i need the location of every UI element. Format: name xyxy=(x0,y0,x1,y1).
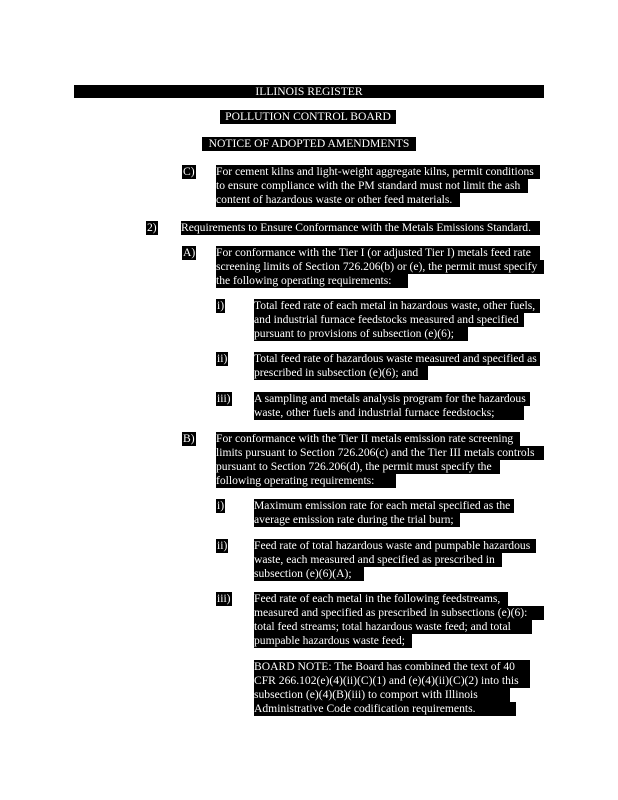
item-b-iii-line: pumpable hazardous waste feed; xyxy=(254,634,412,648)
item-a-iii-line: A sampling and metals analysis program for the hazardous xyxy=(254,392,530,406)
item-b-iii-line: total feed streams; total hazardous waste feed; and total xyxy=(254,620,532,634)
item-b-line: pursuant to Section 726.206(d), the permit must specify the xyxy=(216,460,500,474)
item-b-line: limits pursuant to Section 726.206(c) and the Tier III metals controls xyxy=(216,446,544,460)
item-2-text: Requirements to Ensure Conformance with the Metals Emissions Standard. xyxy=(181,221,540,235)
item-b-ii-line: Feed rate of total hazardous waste and pumpable hazardous xyxy=(254,539,536,553)
item-b-ii-line: waste, each measured and specified as prescribed in xyxy=(254,553,502,567)
item-b-label: B) xyxy=(183,432,195,445)
item-c-label: C) xyxy=(183,165,195,178)
item-2-label: 2) xyxy=(147,221,157,234)
item-a-line: screening limits of Section 726.206(b) or (e), the permit must specify xyxy=(216,260,544,274)
item-a-iii-label: iii) xyxy=(217,392,231,405)
item-b-line: following operating requirements: xyxy=(216,474,396,488)
item-a-line: For conformance with the Tier I (or adjusted Tier I) metals feed rate xyxy=(216,246,540,260)
item-b-i-line: Maximum emission rate for each metal specified as the xyxy=(254,499,514,513)
item-c-line: For cement kilns and light-weight aggregate kilns, permit conditions xyxy=(216,165,540,179)
item-a-ii-label: ii) xyxy=(217,352,228,365)
notice-title: NOTICE OF ADOPTED AMENDMENTS xyxy=(202,137,416,151)
board-note-line: subsection (e)(4)(B)(iii) to comport with Illinois xyxy=(254,688,510,702)
item-b-ii-line: subsection (e)(6)(A); xyxy=(254,567,364,581)
item-a-line: the following operating requirements: xyxy=(216,274,408,288)
item-a-i-line: pursuant to provisions of subsection (e)(6); xyxy=(254,327,468,341)
register-title: ILLINOIS REGISTER xyxy=(255,85,363,98)
board-note-line: CFR 266.102(e)(4)(ii)(C)(1) and (e)(4)(ii)(C)(2) into this xyxy=(254,674,530,688)
item-a-i-line: and industrial furnace feedstocks measured and specified xyxy=(254,313,524,327)
board-note-line: Administrative Code codification requirements. xyxy=(254,702,516,716)
item-a-label: A) xyxy=(183,246,196,259)
item-b-iii-line: measured and specified as prescribed in subsections (e)(6): xyxy=(254,606,544,620)
item-b-ii-label: ii) xyxy=(217,539,228,552)
board-note-line: BOARD NOTE: The Board has combined the text of 40 xyxy=(254,660,530,674)
item-c-line: to ensure compliance with the PM standard must not limit the ash xyxy=(216,179,528,193)
item-c-line: content of hazardous waste or other feed materials. xyxy=(216,193,460,207)
item-b-iii-line: Feed rate of each metal in the following feedstreams, xyxy=(254,592,508,606)
item-b-iii-label: iii) xyxy=(217,592,231,605)
item-b-i-line: average emission rate during the trial burn; xyxy=(254,513,460,527)
item-a-i-line: Total feed rate of each metal in hazardous waste, other fuels, xyxy=(254,299,540,313)
item-a-ii-line: Total feed rate of hazardous waste measured and specified as xyxy=(254,352,540,366)
item-b-i-label: i) xyxy=(217,499,225,512)
item-b-line: For conformance with the Tier II metals emission rate screening xyxy=(216,432,520,446)
item-a-iii-line: waste, other fuels and industrial furnace feedstocks; xyxy=(254,406,524,420)
item-a-ii-line: prescribed in subsection (e)(6); and xyxy=(254,366,428,380)
board-title: POLLUTION CONTROL BOARD xyxy=(220,110,396,124)
item-a-i-label: i) xyxy=(217,299,225,312)
